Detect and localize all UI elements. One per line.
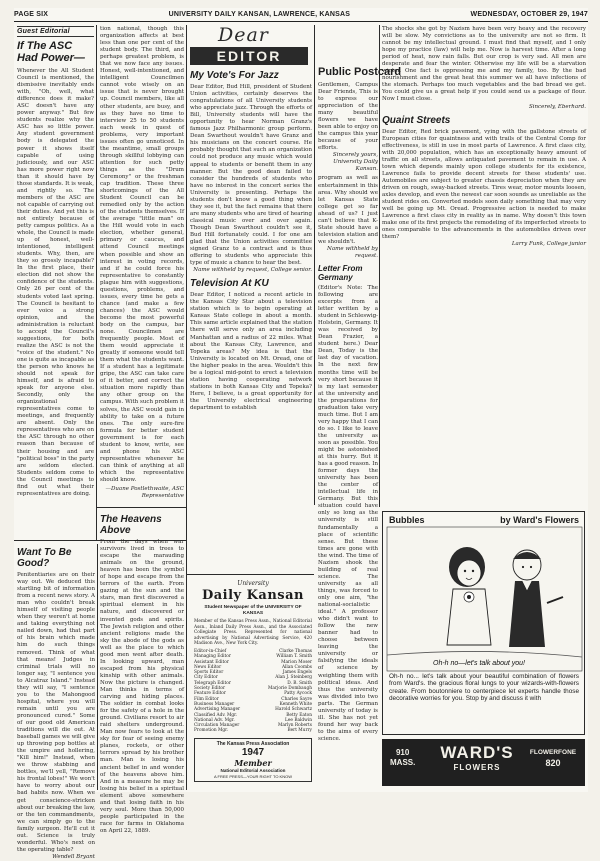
- staff-role: City Editor: [194, 675, 218, 681]
- postcard-signature: Sincerely yours, University Daily Kansan.: [332, 152, 378, 173]
- staff-person: Clarke Thomas: [279, 648, 312, 654]
- staff-role: Feature Editor: [194, 691, 226, 697]
- column-rule: [97, 544, 98, 790]
- staff-box: [194, 580, 312, 788]
- editorial-headline: If The ASC Had Power—: [17, 40, 85, 64]
- staff-role: Managing Editor: [194, 654, 231, 660]
- staff-row: [194, 728, 312, 733]
- press-motto: A FREE PRESS—YOUR RIGHT TO KNOW: [213, 773, 292, 779]
- column-rule: [186, 25, 187, 790]
- staff-role: Advertising Manager: [194, 707, 241, 713]
- column-rule: [379, 25, 380, 507]
- staff-person: Patty Aycock: [284, 691, 312, 697]
- staff-person: Lee Baldwin: [285, 717, 312, 723]
- address-number: 910: [395, 748, 410, 757]
- letters-column: [190, 70, 312, 574]
- press-year: 1947: [241, 746, 265, 758]
- heavens-above-article: [100, 510, 184, 834]
- staff-role: Circulation Manager: [194, 723, 240, 729]
- postcard-headline: Public Postcard: [318, 66, 402, 78]
- cartoon-header: [389, 515, 579, 525]
- television-signature: Name withheld by request.: [327, 245, 378, 259]
- page-number: PAGE SIX: [14, 11, 49, 18]
- staff-person: D. B. Smith: [287, 680, 312, 686]
- wards-flowers-ad: [382, 739, 585, 786]
- staff-person: Bert Murry: [287, 728, 312, 734]
- article-body: From the days when war survivors lived in trees to escape the marauding animals on the ground, heaven has been the symbol of hope and escape from the terrors of the earth. From gazing at the sun and the stars, man first discovered a spiritual element in his nature, and discovered or invented gods and spirits. The Jewish religion and other ancient religions made the sky the abode of the gods as well as the place to which good men went after death. In looking upward, man escaped from his physical kinship with other animals. Now the picture is changed. Man thinks in terms of carving and hiding places. The soldier in combat looks for the safety of a hole in the ground. Civilians resort to air raid shelters underground. Man now fears to look at the sky for fear of seeing enemy planes, rockets, or other terrors spread by his brother man. Man is losing his ancient belief in and wonder of the heavens above him. And in a measure he may be losing his belief in a spiritual element above somewhere and that losing faith in his very soul. More than 50,000 people participated in the race for farms in Oklahoma on April 22, 1889.: [100, 539, 184, 834]
- editorial-continuation: [100, 26, 184, 504]
- cartoon-illustration: [387, 527, 582, 671]
- quaint-streets-signature: Larry Funk, College junior: [511, 241, 586, 248]
- speech-text: Oh-h no—let's talk about you!: [433, 660, 525, 667]
- letter-signature: Name withheld by request, College senior.: [193, 267, 312, 274]
- quaint-streets-body: Dear Editor, Red brick pavement, vying with the gallstone streets of European cities for quaintness and with trails of the Central Comp for effectiveness, is still in use in most parts of Lawrence. A first class city, with 20,000 population, which has an exceptionally heavy amount of traffic on all streets, allows antiquated pavement to remain in use. A town which depends mainly upon college students for its existence, Lawrence fails to provide decent streets for these students' use. Automobiles are subject to greater chassis depreciation when they are driven on rough, sway-backed streets. Tires wear, motor mounts loosen, axles develop, and even the newest car soon sounds as unreliable as the student rides on. Converted models soon daily something that may very well be going up Mt. Oread. Progressive action is needed to make Lawrence a first class city in reality as in name. Why doesn't this town make one of its first projects the remodeling of its imperfected streets to ones comparable to the advancements in the automobiles driven over them?: [382, 128, 586, 241]
- bubbles-cartoon-ad: [382, 511, 585, 735]
- press-national: National Editorial Association: [220, 767, 286, 773]
- staff-person: Marjorie Dombaugh: [268, 686, 312, 692]
- staff-paper-name: Daily Kansan: [201, 588, 305, 603]
- press-association-seal: [194, 738, 312, 782]
- staff-role: Society Editor: [194, 686, 226, 692]
- dear-logo-text: Dear: [218, 24, 269, 46]
- staff-role: Promotion Mgr.: [194, 728, 229, 734]
- ad-address: [390, 748, 415, 768]
- ad-phone: [524, 748, 582, 768]
- staff-role: Classified Adv. Mgr.: [194, 712, 238, 718]
- letter-headline: Letter From Germany: [318, 263, 363, 282]
- staff-role: Assistant Editor: [194, 659, 229, 665]
- staff-role: Editor-in-Chief: [194, 648, 227, 654]
- cartoon-byline: by Ward's Flowers: [500, 515, 579, 525]
- editor-logo-text: EDITOR: [190, 47, 308, 65]
- staff-university: University: [237, 580, 269, 587]
- staff-person: Charles Sayre: [281, 696, 312, 702]
- ad-brand: [432, 743, 522, 772]
- phone-label: FLOWERFONE: [529, 749, 577, 756]
- article-body: Penitentiaries are on their way out. We deduced this startling bit of information from a recent news story. A man who couldn't break himself of visiting people when they weren't at home and taking everything not nailed down, had that part of his brain which made him do such things removed. Think of what that means! Judges in criminal trials will no longer say, "I sentence you to Alcatraz Island." Instead they will say, "I sentence you to the Mahongood hospital, where you will remain until you are pronounced cured." Some of our good old American traditions will die out. At baseball games we will give up throwing pop bottles at the umpire and hollering, "Kill him!" Instead, when we throw stabbing and bottles, we'll yell, "Remove his frontal lobes!" We won't have to worry about our bad habits now. When we get conscience-stricken about our breaking the law, or the ten commandments, we can simply go to the family surgeon. He'll cut it out. Science is truly wonderful. Who's next on the operating table?: [17, 572, 95, 853]
- page-masthead: [14, 8, 588, 22]
- staff-role: National Adv. Mgr.: [194, 717, 235, 723]
- newspaper-page: [14, 8, 588, 860]
- staff-person: Marlyn Roberts: [277, 723, 312, 729]
- column-rule: [96, 25, 97, 540]
- paper-name: UNIVERSITY DAILY KANSAN, LAWRENCE, KANSAS: [168, 11, 351, 18]
- letter-body: Dear Editor, Bud Hill, president of Student Union activities, certainly deserves the congratulations of all University students who appreciate jazz. Through the efforts of Bill, University students will have the opportunity to hear Norman Granz's famous Jazz Philharmonic group perform. Dean Swarthout wouldn't have Granz and his musicians on the concert course. He probably thought that such an organization could not produce any music which would appeal to students or benefit them in any manner. But the good dean failed to consider the hundreds of students who have no interest in the concert series the University is presenting. Perhaps the students don't know a good thing when they see it, but the fact remains that there are many students who are tired of hearing classical music over and over again. Though Dean Swarthout couldn't see it, Bud Hill fortunately could. I for one am glad that the Union activities committee signed Granz to a contract and is thus offering to students who appreciate this type of music a chance to hear the best.: [190, 84, 312, 267]
- staff-person: Marion Moser: [281, 659, 312, 665]
- cartoon-caption: Oh-h no... let's talk about your beautiful combination of flowers from Ward's. the gracious floral lungs to your wizards-with-flowers create. From boutonniere to centerpiece let experts handle those decorative worries for you. Stop by and discuss it with: [389, 673, 579, 703]
- brand-flowers: FLOWERS: [453, 763, 501, 772]
- dear-editor-logo: [188, 26, 312, 66]
- staff-person: James Engels: [282, 670, 312, 676]
- staff-membership: Member of the Kansas Press Assn., National Editorial Assn., Inland Daily Press Assn., and the Associated Collegiate Press. Represented for national advertising by National Advertising Service, 420 Madison Ave., New York City.: [194, 619, 312, 647]
- address-street: MASS.: [390, 758, 416, 767]
- public-postcard-body: [318, 82, 378, 742]
- letter-headline: Quaint Streets: [382, 114, 451, 126]
- section-rule: [97, 507, 186, 508]
- section-label: Guest Editorial: [17, 26, 94, 37]
- staff-person: Alan J. Steinberg: [275, 675, 312, 681]
- staff-directory: [194, 649, 312, 734]
- staff-role: News Editor: [194, 664, 222, 670]
- issue-date: WEDNESDAY, OCTOBER 29, 1947: [470, 11, 588, 18]
- staff-person: Allan Coombs: [281, 664, 312, 670]
- section-rule: [186, 574, 314, 575]
- staff-person: William T. Smith: [276, 654, 312, 660]
- staff-person: Betty Eaton: [286, 712, 312, 718]
- staff-subtitle: Student Newspaper of the UNIVERSITY OF KANSAS: [204, 605, 302, 616]
- column-rule: [314, 25, 315, 505]
- guest-editorial: [17, 26, 94, 538]
- television-continued: program as well as entertainment in this area. Why should we let Kansas State college get so far ahead of us? I just can't believe that K-State should have a television station and we shouldn't.: [318, 175, 378, 245]
- editorial-signature: —Duane Postlethwaite, ASC Representative: [105, 486, 184, 500]
- brand-name: WARD'S: [440, 743, 514, 762]
- germany-signature: Sincerely, Eberhard.: [528, 103, 586, 110]
- article-headline: Want To Be Good?: [17, 547, 72, 569]
- staff-role: Telegraph Editor: [194, 680, 231, 686]
- letter-body: Dear Editor, I noticed a recent article in the Kansas City Star about a television station which is to begin operating at Kansas State college in about a month. This same article explained that the station there will serve only an area including Manhattan and a radius of 22 miles. What about the Kansas City, Lawrence, and Topeka areas? My idea is that the University is located on Mt. Oread, one of the higher peaks in the area. Wouldn't this be a logical mid-point to erect a television station having cooperating network stations in both Kansas City and Topeka? Here, I believe, is a great opportunity for the University electrical engineering department to establish: [190, 292, 312, 411]
- staff-role: Film Editor: [194, 696, 219, 702]
- postcard-body: Gentlemen, Campus Dear Friends, This is to express our appreciation of the many beautiful flowers we have been able to enjoy on the campus this year because of your efforts.: [318, 82, 378, 152]
- want-to-be-good-article: [17, 543, 95, 860]
- phone-number: 820: [545, 758, 561, 768]
- editorial-continued-body: tion national, though this organization affects at best less than one per cent of the student body. The third, and perhaps greatest problem, is that we now face any issues. Honest, well-intentioned, and intelligent Councilmen cannot vote wisely on an issue that is never brought up. Council members, like all other students, are busy, and as they have no time to interview 25 to 50 students each week in quest of problems, very important issues often go unnoticed. In the meantime, small groups through skillful lobbying can attention for such petty things as the "Drum Ceremony" or the freshman cap tradition. These three shortcomings of the All Student Council can be remedied only by the action of the students themselves. If the average "little man" on the Hill would vote in each election, whether general, primary or caucus, and attend Council meetings when possible and show an interest in voting records, and if he could force his representative to constantly plague him with suggestions, questions, problems, and issues, every time he gets a chance (and make a few chances) the ASC would become the most powerful body on the campus, bar none. Councilmen are frequently people. Most of them would appreciate it greatly if someone would tell them what the students want. If a student has a legitimate gripe, the ASC can take care of it better, and correct the situation more rapidly than any other group on the campus. With such problem it solves, the ASC would gain in ability to take on a future ones. The only sure-fire formula for better student government is for each student to know, write, see and phone his ASC representative whenever he can think of anything at all which the representative should know.: [100, 26, 184, 483]
- article-headline: The Heavens Above: [100, 514, 162, 536]
- staff-role: Sports Editor: [194, 670, 224, 676]
- cartoon-title: Bubbles: [389, 515, 425, 525]
- staff-person: Harold Schwartz: [275, 707, 312, 713]
- letter-headline: Television At KU: [190, 278, 269, 290]
- right-column: [382, 26, 586, 508]
- staff-person: Kenneth White: [279, 701, 312, 707]
- press-association-name: The Kansas Press Association: [216, 740, 290, 747]
- editorial-body: Whenever the All Student Council is mentioned, the dismissive inevitably ends with, "Oh, well, what difference does it make? ASC doesn't have any power anyway." But few students realize why the ASC has so little power. Any student government body is delegated the power it shows itself capable of using judiciously, and our ASC has more power right now than it should have by those standards. It is weak, and rightly so. The members of the ASC are not capable of carrying out their duties. And yet this is not entirely because of petty campus politics. As a whole, the Council is made up of honest, well-intentioned, intelligent students. Why, then, are they so grossly incapable? In the first place, their election did not show the confidence of the students. Only 26 per cent of the students voted last spring. The Council is hesitant to ever voice a strong opinion, and the administration is reluctant to accept the Council's suggestions, for both realize the ASC is not the "voice of the student." No one is quite as incapable as the person who knows he should not speak for himself, and is afraid to speak for anyone else. Secondly, only the organizational representatives come to meetings, and frequently are absent. Only the representatives who are on the ASC through no other reason than because of their housing and are "political boss" in the party are seldom elected. Students seldom come to the Council meetings to find out what their representatives are doing.: [17, 68, 94, 497]
- article-signature: Wendell Bryant: [52, 853, 95, 860]
- staff-role: Business Manager: [194, 701, 235, 707]
- press-member: Member: [234, 757, 272, 768]
- letter-headline: My Vote's For Jazz: [190, 70, 279, 81]
- germany-letter-body: (Editor's Note: The following are excerpts from a letter written by a student in Schleswig-Holstein, Germany. It was received by Dean Frazier, a student here.) Dear Dean, Today is the last day of vacation. In the next few months time will be very short because it is my last semester at the university and the preparations for graduation take very much time. But I am very happy that I can do so. I like to leave the university as soon as possible. You might be astonished at this hurry. But it has a good reason. In former days the university has been the center of intellectual life in Germany. But this situation could have only so long as the university is still fundamentally a place of scientific sense. But these times are gone with the wind. The time of Nazism shook the building of real science. The university as all things, was forced to only one aim, "the national-socialistic ideal." A professor who didn't want to follow the new banner had to choose between leaving the university or falsifying the ideals of science by weighting them with political ideas. And thus the university was divided into two parts. The German university of today is ill. She has not yet found her way back to the aims of every science.: [318, 284, 378, 742]
- germany-letter-continued: The shocks she got by Nazism have been very heavy and the recovery will be slow. My convictions as to the university are not so firm. It cannot be my intellectual ground. I must find that myself, and I only hope my practice (law) will help me. Now is harvest time. After a long period of heat, now rain falls. But our crop is very sad. All men are desperate and fear the winter. Otherwise my life will be a starvation winter. One fact is oppressing me and my family, too. By the bad nourishment and the great heat this summer we all have infections of the stomach. Perhaps too much vegetables and the bad bread we get. You could give us a great help if you could send us a package of flour. Now I must close.: [382, 26, 586, 103]
